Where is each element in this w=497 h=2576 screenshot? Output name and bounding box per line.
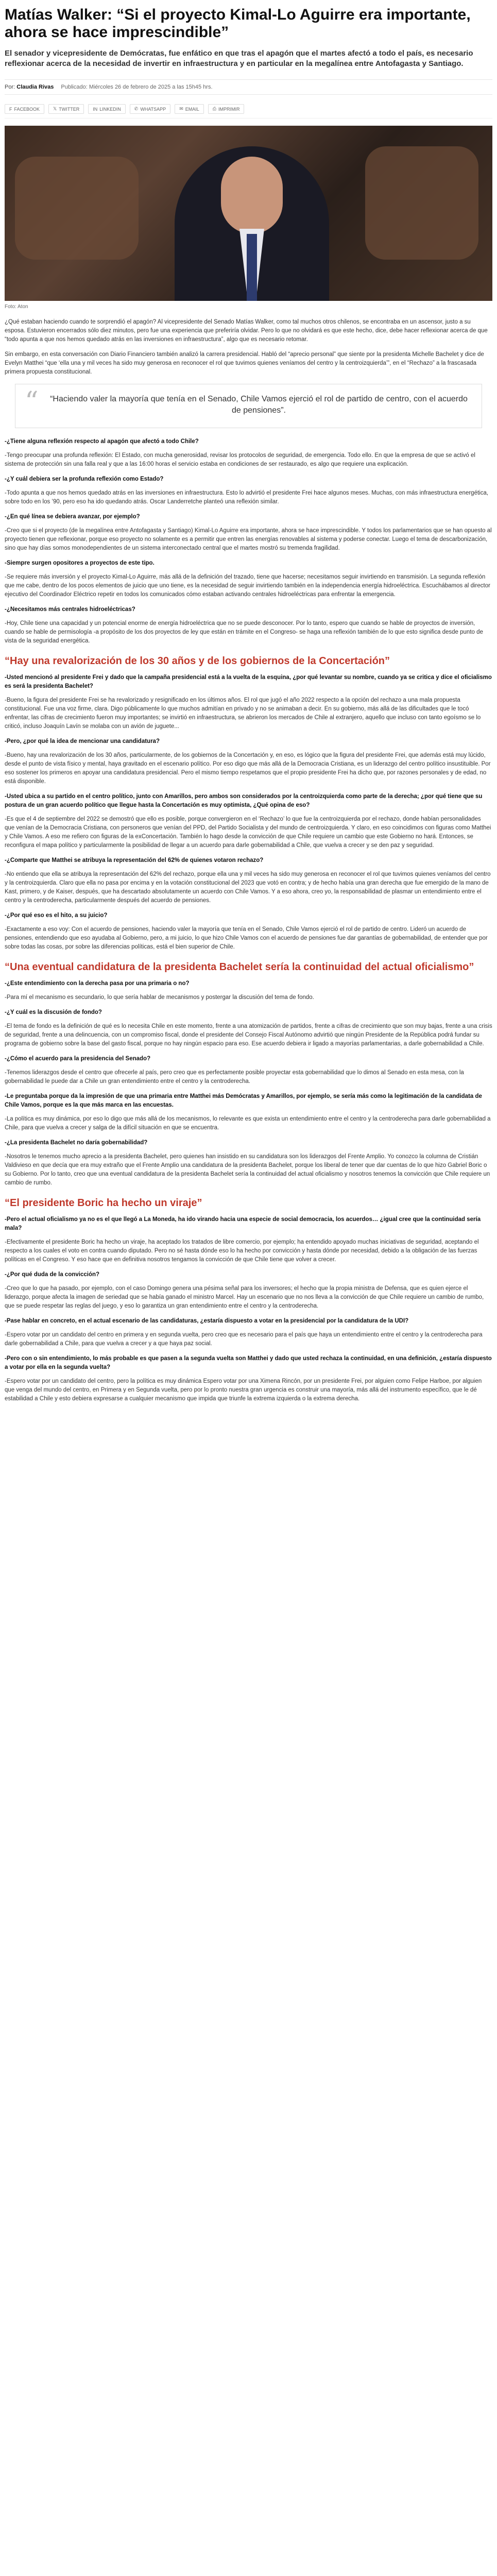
- body-paragraph: -Creo que lo que ha pasado, por ejemplo, con el caso Domingo genera una pésima señal para los inversores; el hecho que la propia ministra de Defensa, que es quien ejerce el liderazgo, porque afecta la imagen de seriedad que se había ganado el ministro Marcel. Hay un escenario que no nos lleva a la convicción de que Chile requiere un cambio de rumbo, que se puede respetar las reglas del juego, y eso lo garantiza un gran entendimiento entre el centro y la centroderecha.: [5, 1285, 484, 1309]
- interview-question: -¿En qué línea se debiera avanzar, por ejemplo?: [5, 514, 140, 520]
- author-byline: [5, 84, 54, 90]
- interview-question: -¿Tiene alguna reflexión respecto al apagón que afectó a todo Chile?: [5, 438, 199, 445]
- interview-question: -Usted mencionó al presidente Frei y dado que la campaña presidencial está a la vuelta de la esquina, ¿por qué levantar su nombre, cuando ya se critica y dice el oficialismo es será la presidenta Bachelet?: [5, 674, 492, 689]
- article-lead: El senador y vicepresidente de Demócratas, fue enfático en que tras el apagón que el martes afectó a todo el país, es necesario reflexionar acerca de la necesidad de invertir en infraestructura y en particular en la megalínea entre Antofagasta y Santiago.: [5, 49, 473, 68]
- print-button[interactable]: [208, 104, 245, 114]
- author-name[interactable]: Claudia Rivas: [16, 84, 54, 90]
- interview-question: -Le preguntaba porque da la impresión de que una primaria entre Matthei más Demócratas y Amarillos, por ejemplo, se sería más como la legitimación de la candidata de Chile Vamos, porque es la que más marca en las encuestas.: [5, 1093, 482, 1108]
- interview-question: -¿Y cuál es la discusión de fondo?: [5, 1009, 102, 1015]
- body-paragraph: -No entiendo que ella se atribuya la representación del 62% del rechazo, porque ella una y mil veces ha sido muy generosa en reconocer el rol que tuvimos quienes veníamos del centro y la centroizquierda. Claro que ella no pasa por encima y en la votación constitucional del 2023 que votó en contra; y de hecho había una gran derecha que fue emergido de la mano de Kast, primero, y de Kaiser, después, que ha descartado absolutamente un acuerdo con Chile Vamos. Y a eso ahora, creo yo, la responsabilidad de plasmar un entendimiento entre el centro y la centroderecha, particularmente después del acuerdo de pensiones.: [5, 871, 491, 904]
- body-paragraph: -Efectivamente el presidente Boric ha hecho un viraje, ha aceptado los tratados de libre comercio, por ejemplo; ha entendido apoyado muchas iniciativas de seguridad, aceptando el respecto a los cuales el voto en contra cuando diputado. Pero no sé hasta dónde eso lo ha hecho por convicción y hasta dónde por necesidad, debido a la obligación de las fuerzas políticas en el Congreso. Y eso hace que en definitiva nosotros tengamos la convicción de que Chile tiene que volver a crecer.: [5, 1239, 479, 1263]
- body-paragraph: -Se requiere más inversión y el proyecto Kimal-Lo Aguirre, más allá de la definición del trazado, tiene que hacerse; necesitamos seguir invirtiendo en transmisión. La segunda reflexión que me cabe, dentro de los pocos elementos de juicio que uno tiene, es la necesidad de seguir invirtiendo también en la independencia energía hidroeléctrica. Escuchábamos al director ejecutivo del Coordinador Eléctrico repetir en todos los comunicados cómo estaban activando centrales hidroeléctricas para enfrentar la emergencia.: [5, 574, 490, 598]
- body-paragraph: -Nosotros le tenemos mucho aprecio a la presidenta Bachelet, pero quienes han insistido en su candidatura son los liderazgos del Frente Amplio. Yo conozco la columna de Cristián Valdivieso en que decía que era muy extraño que el Frente Amplio una candidatura de la presidenta Bachelet, porque los liberal de tener que dar cuentas de lo que hizo Gabriel Boric o su Gobierno. Por lo tanto, creo que una eventual candidatura de la presidenta Bachelet sería la continuidad del actual oficialismo y nosotros tenemos la convicción que Chile requiere un cambio de rumbo.: [5, 1154, 490, 1186]
- body-paragraph: -Bueno, hay una revalorización de los 30 años, particularmente, de los gobiernos de la Concertación y, en eso, es lógico que la figura del presidente Frei, que además está muy lúcido, desde el punto de vista físico y mental, haya gravitado en el escenario político. Por eso digo que más allá de la Democracia Cristiana, es un liderazgo del centro político insustituible. Por eso sostener los primeros en apoyar una candidatura presidencial. Pero el mismo tiempo respetamos que el propio presidente Frei ha dicho que, por razones personales y de edad, no está disponible.: [5, 752, 491, 785]
- share-label: LINKEDIN: [99, 106, 121, 112]
- body-paragraph: -Espero votar por un candidato del centro en primera y en segunda vuelta, pero creo que es necesario para el país que haya un entendimiento entre el centro y la centroderecha para darle gobernabilidad a Chile, para que vuelva a crecer y a que haya paz social.: [5, 1332, 483, 1347]
- share-label: EMAIL: [185, 106, 199, 112]
- body-paragraph: Sin embargo, en esta conversación con Diario Financiero también analizó la carrera presidencial. Habló del “aprecio personal” que siente por la presidenta Michelle Bachelet y dice de Evelyn Matthei “que ‘ella una y mil veces ha sido muy generosa en reconocer el rol que tuvimos quienes veníamos del centro y la centroizquierda’”, en el “Rechazo” a la frascasada primera propuesta constitucional.: [5, 351, 484, 375]
- article-photo: [5, 126, 492, 301]
- interview-question: -¿Por qué eso es el hito, a su juicio?: [5, 912, 108, 919]
- meta-bar: [5, 79, 492, 95]
- interview-question: -Pero el actual oficialismo ya no es el que llegó a La Moneda, ha ido virando hacia una especie de social democracia, los acuerdos… ¿igual cree que la continuidad sería mala?: [5, 1216, 481, 1231]
- share-email-button[interactable]: [175, 104, 204, 114]
- interview-question: -Pero con o sin entendimiento, lo más probable es que pasen a la segunda vuelta son Matthei y dado que usted rechaza la continuidad, en una definición, ¿estaría dispuesto a votar por ella en la segunda vuelta?: [5, 1355, 492, 1370]
- body-paragraph: -Para mí el mecanismo es secundario, lo que sería hablar de mecanismos y postergar la discusión del tema de fondo.: [5, 994, 314, 1001]
- share-bar: [5, 76, 492, 118]
- body-paragraph: -Bueno, la figura del presidente Frei se ha revalorizado y resignificado en los últimos años. El rol que jugó el año 2022 respecto a la opción del rechazo a una mala propuesta constitucional. Fue una voz firme, clara. Digo públicamente lo que muchos admitían en privado y no se animaban a decir. En su gobierno, más allá de las dificultades que le tocó enfrentar, las cifras de crecimiento fueron muy importantes; se invirtió en infraestructura, se abrieron los mercados de Chile al extranjero, aquello que incluso con tanto egoísmo se lo criticó, incluso Joaquín Lavín se molaba con un avión de juguete...: [5, 697, 481, 730]
- body-paragraph: ¿Qué estaban haciendo cuando te sorprendió el apagón? Al vicepresidente del Senado Matías Walker, como tal muchos otros chilenos, se encontraba en un ascensor, justo a su esposa. Estuvieron encerrados sólo diez minutos, pero fue una experiencia que preferiría olvidar. Pero lo que no olvidará es que este hecho, dice, debe hacer reflexionar acerca de que “todo apunta a que nos hemos quedado atrás en las inversiones en infraestructura”, algo que es necesario retomar.: [5, 319, 488, 343]
- twitter-icon: 𝕏: [53, 106, 57, 111]
- pull-quote-text: “Haciendo valer la mayoría que tenía en el Senado, Chile Vamos ejerció el rol de partido de centro, con el acuerdo de pensiones”.: [50, 395, 468, 415]
- interview-question: -Usted ubica a su partido en el centro político, junto con Amarillos, pero ambos son considerados por la centroizquierda como parte de la derecha; ¿por qué tiene que su postura de un gran acuerdo político que llegue hasta la Concertación es muy optimista, ¿Qué opina de eso?: [5, 793, 483, 808]
- body-paragraph: -Creo que si el proyecto (de la megalínea entre Antofagasta y Santiago) Kimal-Lo Aguirre era importante, ahora se hace imprescindible. Y todos los parlamentarios que se han opuesto al proyecto tienen que reflexionar, porque eso proyecto no solamente es a permitir que entren las energías renovables al sistema y poderse conectar. Luego el tema de descarbonización, sino que hay días somos monodependientes de un sistema interconectado central que el martes mostró su tremenda fragilidad.: [5, 528, 492, 551]
- interview-question: -¿Cómo el acuerdo para la presidencia del Senado?: [5, 1056, 151, 1062]
- interview-question: -¿La presidenta Bachelet no daría gobernabilidad?: [5, 1140, 148, 1146]
- share-label: FACEBOOK: [14, 106, 40, 112]
- whatsapp-icon: ✆: [134, 106, 139, 111]
- article-body: [5, 318, 492, 1403]
- share-label: WHATSAPP: [140, 106, 166, 112]
- interview-question: -¿Necesitamos más centrales hidroeléctricas?: [5, 606, 135, 613]
- body-paragraph: -Es que el 4 de septiembre del 2022 se demostró que ello es posible, porque convergieron en el ‘Rechazo’ lo que fue la centroizquierda por el rechazo, donde habían personalidades que venían de la Democracia Cristiana, con personeros que venían del PPD, del Partido Socialista y del mundo de centroizquierda. Y claro, en eso coincidimos con figuras como Matthei y Chile Vamos. A eso me refiero con figuras de la exConcertación. También lo hago desde la convicción de que Chile requiere un cambio que este Gobierno no hará. Entonces, se reconfigura el mapa político y particularmente la posibilidad de llegar a un acuerdo para darle gobernabilidad a Chile, que vuelva a crecer y se den paz y seguridad.: [5, 816, 491, 849]
- share-label: TWITTER: [59, 106, 80, 112]
- body-paragraph: -La política es muy dinámica, por eso lo digo que más allá de los mecanismos, lo relevante es que exista un entendimiento entre el centro y la centroderecha para darle gobernabilidad a Chile, para que vuelva a crecer y salga de la difícil situación en que se encuentra.: [5, 1116, 491, 1131]
- body-paragraph: -Hoy, Chile tiene una capacidad y un potencial enorme de energía hidroeléctrica que no se puede desconocer. Por lo tanto, espero que cuando se hable de proyectos de inversión, cuando se hable de permisología -a propósito de los dos proyectos de ley que están en trámite en el Congreso- se haga una reflexión también de lo que esto significa desde punto de vista de la seguridad energética.: [5, 620, 483, 644]
- section-heading: “Hay una revalorización de los 30 años y de los gobiernos de la Concertación”: [5, 655, 390, 667]
- share-label: IMPRIMIR: [218, 106, 240, 112]
- linkedin-icon: IN: [93, 106, 98, 112]
- article-title: Matías Walker: “Si el proyecto Kimal-Lo Aguirre era importante, ahora se hace imprescindible”: [5, 6, 471, 41]
- quote-mark-icon: “: [25, 386, 39, 417]
- interview-question: -Siempre surgen opositores a proyectos de este tipo.: [5, 560, 155, 566]
- interview-question: -¿Por qué duda de la convicción?: [5, 1272, 100, 1278]
- body-paragraph: -Exactamente a eso voy: Con el acuerdo de pensiones, haciendo valer la mayoría que tenía en el Senado, Chile Vamos ejerció el rol de partido de centro. Lideró un acuerdo de pensiones, entendiendo que eso ayudaba al Gobierno, pero, a mi juicio, lo que hizo Chile Vamos con el acuerdo de pensiones fue dar garantías de gobernabilidad, de entender que por sobre todas las cosas, por sobre las diferencias políticas, está el bien superior de Chile.: [5, 926, 488, 950]
- interview-question: -¿Este entendimiento con la derecha pasa por una primaria o no?: [5, 980, 190, 987]
- interview-question: -Pase hablar en concreto, en el actual escenario de las candidaturas, ¿estaría dispuesto a votar en la presidencial por la candidatura de la UDI?: [5, 1318, 409, 1324]
- print-icon: ⎙: [212, 106, 216, 111]
- photo-caption: Foto: Aton: [5, 304, 28, 310]
- body-paragraph: -Espero votar por un candidato del centro, pero la política es muy dinámica Espero votar por una Ximena Rincón, por un presidente Frei, por alguien como Felipe Harboe, por alguien que venga del mundo del centro, en Primera y en Segunda vuelta, pero por lo pronto nuestra gran urgencia es construir una mayoría, más allá del instrumento específico, que le dé estabilidad a Chile y esto debiera expresarse a cualquier mecanismo que impida que triunfe la extrema izquierda o la extrema derecha.: [5, 1378, 482, 1402]
- facebook-icon: F: [9, 106, 12, 112]
- share-linkedin-button[interactable]: [88, 104, 126, 114]
- body-paragraph: -Tenemos liderazgos desde el centro que ofrecerle al país, pero creo que es perfectamente posible proyectar esta gobernabilidad que lo dimos al Senado en esta mesa, con la gobernabilidad le puede dar a Chile un gran entendimiento entre el centro y la centroderecha.: [5, 1070, 464, 1084]
- interview-question: -¿Comparte que Matthei se atribuya la representación del 62% de quienes votaron rechazo?: [5, 857, 264, 863]
- section-heading: “Una eventual candidatura de la presidenta Bachelet sería la continuidad del actual oficialismo”: [5, 961, 474, 973]
- body-paragraph: -El tema de fondo es la definición de qué es lo necesita Chile en este momento, frente a una atomización de partidos, frente a cifras de crecimiento que son muy bajas, frente a una crisis de seguridad, frente a una delincuencia, con un compromiso fiscal, donde el presidente del Consejo Fiscal Autónomo advirtió que ningún Presidente de la República podrá fundar su programa de gobierno sobre la base del gasto fiscal, porque no hay ningún espacio para eso. Ese acuerdo debiera ir ligado a mayorías parlamentarias, a darle gobernabilidad a Chile.: [5, 1023, 492, 1047]
- share-buttons: [5, 104, 492, 114]
- pull-quote: [15, 384, 482, 428]
- author-prefix: Por:: [5, 84, 15, 90]
- share-twitter-button[interactable]: [48, 104, 84, 114]
- share-whatsapp-button[interactable]: [130, 104, 170, 114]
- email-icon: ✉: [179, 106, 183, 111]
- body-paragraph: -Tengo preocupar una profunda reflexión: El Estado, con mucha generosidad, revisar los protocolos de seguridad, de emergencia. Todo ello. En que la empresa de que se activó el sistema de protección sin una falla real y que a las 16:00 horas el servicio estaba en condiciones de ser restaurado, es algo que requiere una explicación.: [5, 452, 475, 467]
- body-paragraph: -Todo apunta a que nos hemos quedado atrás en las inversiones en infraestructura. Esto lo advirtió el presidente Frei hace algunos meses. Muchas, con más infraestructura energética, sobre todo en los ’90, pero eso ha ido quedando atrás. Oscar Landerretche planteó una reflexión similar.: [5, 490, 489, 505]
- interview-question: -Pero, ¿por qué la idea de mencionar una candidatura?: [5, 738, 160, 744]
- section-heading: “El presidente Boric ha hecho un viraje”: [5, 1197, 202, 1209]
- publish-date: Publicado: Miércoles 26 de febrero de 2025 a las 15h45 hrs.: [61, 84, 213, 90]
- share-facebook-button[interactable]: [5, 104, 44, 114]
- interview-question: -¿Y cuál debiera ser la profunda reflexión como Estado?: [5, 476, 164, 482]
